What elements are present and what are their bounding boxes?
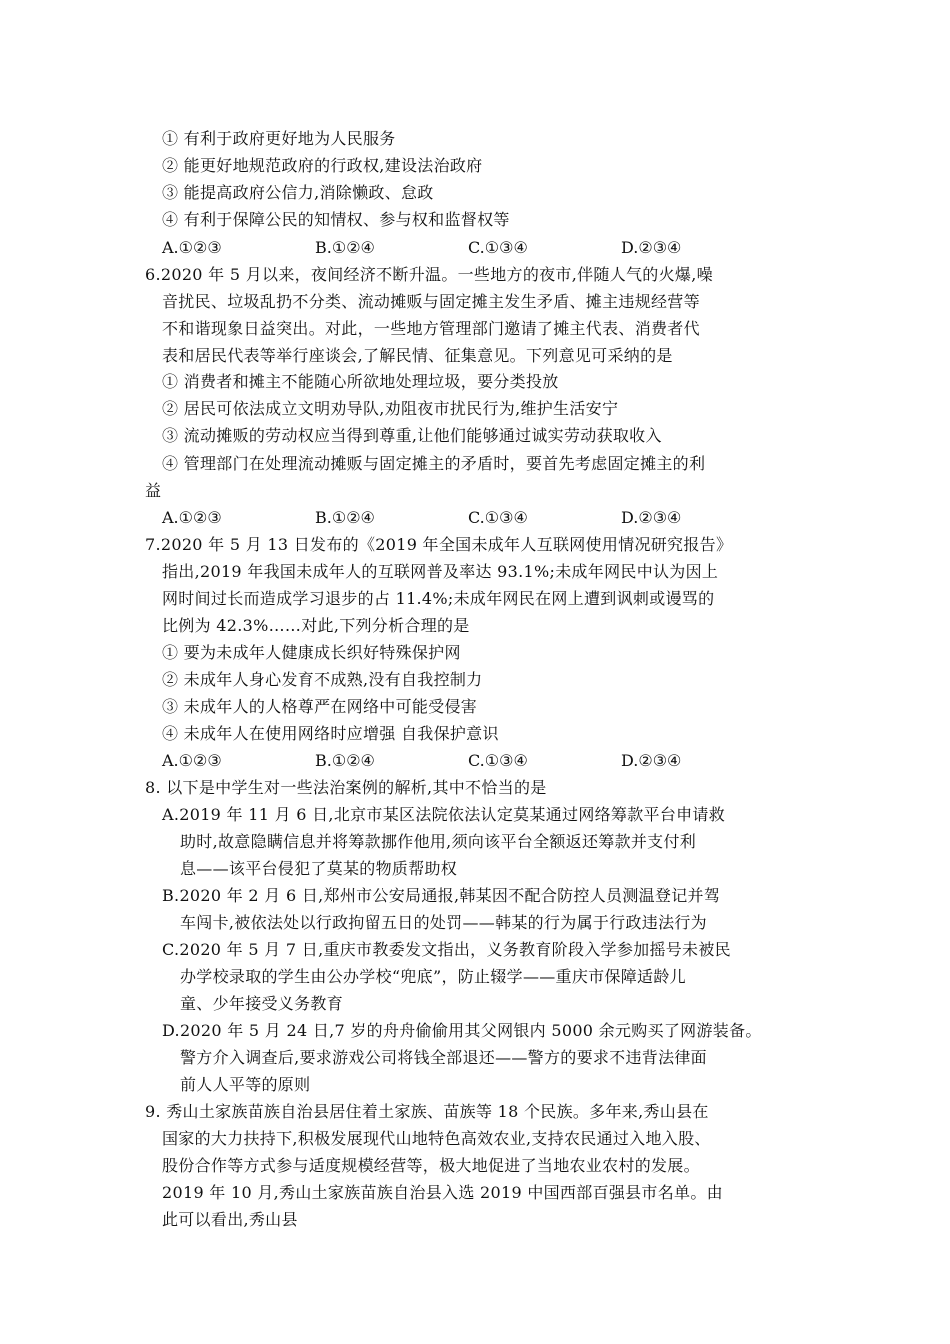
q7-item-2: ② 未成年人身心发育不成熟,没有自我控制力 (162, 670, 483, 689)
q7-stem-line-2: 指出,2019 年我国未成年人的互联网普及率达 93.1%;未成年网民中认为因上 (162, 562, 719, 581)
q8-option-d-line: D.2020 年 5 月 24 日,7 岁的舟舟偷偷用其父网银内 5000 余元购买了网游装备。 (162, 1021, 762, 1040)
q5-choice-a: A.①②③ (162, 238, 222, 257)
q9-stem-line-4: 2019 年 10 月,秀山土家族苗族自治县入选 2019 中国西部百强县市名单。由 (162, 1183, 723, 1202)
q6-stem-line-4: 表和居民代表等举行座谈会,了解民情、征集意见。下列意见可采纳的是 (162, 346, 673, 365)
q6-item-4-cont: 益 (145, 481, 162, 500)
q6-choice-c: C.①③④ (468, 508, 528, 527)
q5-choice-d: D.②③④ (621, 238, 682, 257)
q6-choice-b: B.①②④ (315, 508, 375, 527)
q6-stem-line-2: 音扰民、垃圾乱扔不分类、流动摊贩与固定摊主发生矛盾、摊主违规经营等 (162, 292, 700, 311)
q8-option-a-line: 息——该平台侵犯了莫某的物质帮助权 (180, 859, 458, 878)
q7-choice-b: B.①②④ (315, 751, 375, 770)
q7-item-4: ④ 未成年人在使用网络时应增强 自我保护意识 (162, 724, 499, 743)
q9-stem-line-2: 国家的大力扶持下,积极发展现代山地特色高效农业,支持农民通过入地入股、 (162, 1129, 711, 1148)
q5-choice-b: B.①②④ (315, 238, 375, 257)
q6-stem-line-3: 不和谐现象日益突出。对此，一些地方管理部门邀请了摊主代表、消费者代 (162, 319, 700, 338)
q6-item-4: ④ 管理部门在处理流动摊贩与固定摊主的矛盾时，要首先考虑固定摊主的利 (162, 454, 706, 473)
q6-item-3: ③ 流动摊贩的劳动权应当得到尊重,让他们能够通过诚实劳动获取收入 (162, 426, 662, 445)
q6-item-2: ② 居民可依法成立文明劝导队,劝阻夜市扰民行为,维护生活安宁 (162, 399, 619, 418)
q5-item-4: ④ 有利于保障公民的知情权、参与权和监督权等 (162, 210, 510, 229)
q5-item-3: ③ 能提高政府公信力,消除懒政、怠政 (162, 183, 434, 202)
q6-choice-d: D.②③④ (621, 508, 682, 527)
q7-stem-line-3: 网时间过长而造成学习退步的占 11.4%;未成年网民在网上遭到讽刺或谩骂的 (162, 589, 715, 608)
q6-item-1: ① 消费者和摊主不能随心所欲地处理垃圾，要分类投放 (162, 372, 559, 391)
q8-option-b-line: 车闯卡,被依法处以行政拘留五日的处罚——韩某的行为属于行政违法行为 (180, 913, 707, 932)
q5-item-1: ① 有利于政府更好地为人民服务 (162, 129, 396, 148)
q7-stem-line-1: 7.2020 年 5 月 13 日发布的《2019 年全国未成年人互联网使用情况研究报告》 (145, 535, 733, 554)
q8-option-c-line: C.2020 年 5 月 7 日,重庆市教委发文指出，义务教育阶段入学参加摇号未被民 (162, 940, 731, 959)
q7-choice-c: C.①③④ (468, 751, 528, 770)
q8-option-d-line: 警方介入调查后,要求游戏公司将钱全部退还——警方的要求不违背法律面 (180, 1048, 707, 1067)
q7-item-1: ① 要为未成年人健康成长织好特殊保护网 (162, 643, 461, 662)
q8-option-d-line: 前人人平等的原则 (180, 1075, 311, 1094)
q8-stem: 8. 以下是中学生对一些法治案例的解析,其中不恰当的是 (145, 778, 547, 797)
q7-stem-line-4: 比例为 42.3%……对此,下列分析合理的是 (162, 616, 470, 635)
q6-stem-line-1: 6.2020 年 5 月以来，夜间经济不断升温。一些地方的夜市,伴随人气的火爆,噪 (145, 265, 713, 284)
q9-stem-line-3: 股份合作等方式参与适度规模经营等，极大地促进了当地农业农村的发展。 (162, 1156, 700, 1175)
q6-choice-a: A.①②③ (162, 508, 222, 527)
q7-choice-a: A.①②③ (162, 751, 222, 770)
q8-option-c-line: 童、少年接受义务教育 (180, 994, 344, 1013)
q8-option-a-line: A.2019 年 11 月 6 日,北京市某区法院依法认定莫某通过网络筹款平台申请救 (162, 805, 726, 824)
q9-stem-line-5: 此可以看出,秀山县 (162, 1210, 298, 1229)
q8-option-c-line: 办学校录取的学生由公办学校“兜底”，防止辍学——重庆市保障适龄儿 (180, 967, 686, 986)
q8-option-b-line: B.2020 年 2 月 6 日,郑州市公安局通报,韩某因不配合防控人员测温登记并驾 (162, 886, 721, 905)
q7-item-3: ③ 未成年人的人格尊严在网络中可能受侵害 (162, 697, 478, 716)
q5-choice-c: C.①③④ (468, 238, 528, 257)
q7-choice-d: D.②③④ (621, 751, 682, 770)
q8-option-a-line: 助时,故意隐瞒信息并将筹款挪作他用,须向该平台全额返还筹款并支付利 (180, 832, 697, 851)
q9-stem-line-1: 9. 秀山土家族苗族自治县居住着土家族、苗族等 18 个民族。多年来,秀山县在 (145, 1102, 709, 1121)
q5-item-2: ② 能更好地规范政府的行政权,建设法治政府 (162, 156, 483, 175)
